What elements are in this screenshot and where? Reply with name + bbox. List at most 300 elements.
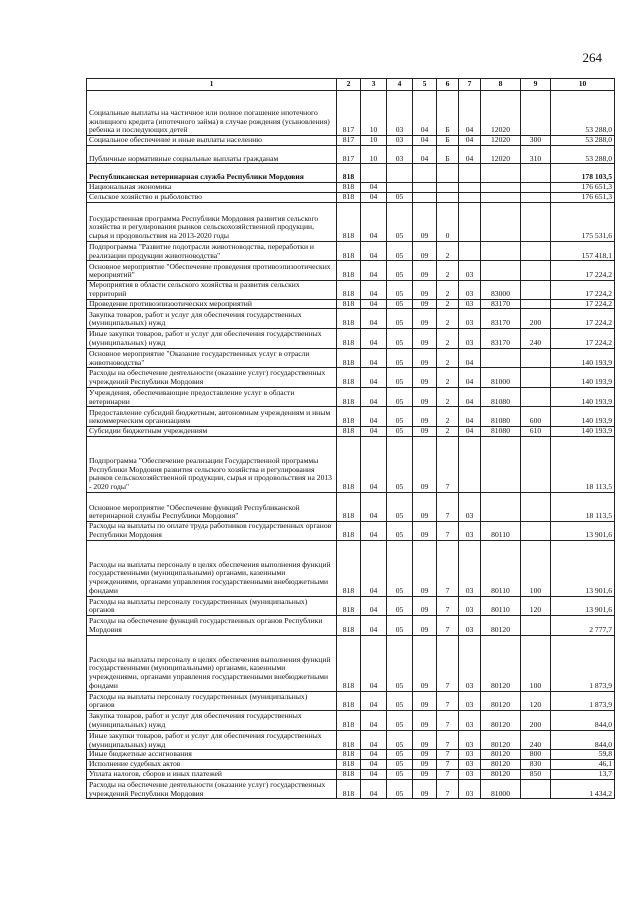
code-cell: 04 <box>361 779 387 799</box>
code-cell: 81000 <box>481 779 521 799</box>
row-name: Расходы на выплаты по оплате труда работников государственных органов Республики Мордовия <box>87 522 337 541</box>
code-cell: 09 <box>413 596 437 616</box>
code-cell: 03 <box>459 540 481 596</box>
column-header-10: 10 <box>551 79 615 91</box>
table-row <box>87 387 615 407</box>
code-cell: 04 <box>361 183 387 193</box>
code-cell <box>413 183 437 193</box>
code-cell: 04 <box>361 596 387 616</box>
amount-cell: 140 193,9 <box>551 368 615 388</box>
row-name: Предоставление субсидий бюджетным, автономным учреждениям и иным некоммерческим организациям <box>87 407 337 427</box>
code-cell: 7 <box>437 596 459 616</box>
code-cell: 818 <box>337 760 361 770</box>
code-cell: 83170 <box>481 309 521 329</box>
amount-cell: 17 224,2 <box>551 309 615 329</box>
code-cell: 12020 <box>481 136 521 146</box>
code-cell: 818 <box>337 730 361 750</box>
code-cell: 05 <box>387 348 413 368</box>
table-row <box>87 691 615 711</box>
code-cell: 80120 <box>481 730 521 750</box>
code-cell: 05 <box>387 540 413 596</box>
code-cell <box>459 192 481 202</box>
code-cell: 80110 <box>481 522 521 541</box>
code-cell: 610 <box>521 427 551 437</box>
code-cell: 03 <box>387 145 413 164</box>
code-cell: 04 <box>361 368 387 388</box>
code-cell: 818 <box>337 635 361 691</box>
row-name: Проведение противоэпизоотических мероприятий <box>87 299 337 309</box>
code-cell: 04 <box>413 91 437 136</box>
code-cell: 04 <box>361 192 387 202</box>
amount-cell: 140 193,9 <box>551 387 615 407</box>
code-cell <box>387 164 413 183</box>
row-name: Исполнение судебных актов <box>87 760 337 770</box>
column-header-2: 2 <box>337 79 361 91</box>
code-cell: 05 <box>387 407 413 427</box>
row-name: Национальная экономика <box>87 183 337 193</box>
row-name: Подпрограмма "Обеспечение реализации Государственной программы Республики Мордовия развития сельского хозяйства и регулирования рынков сельскохозяйственной продукции, сырья и продовольствия на 2013 - 2020 годы" <box>87 436 337 492</box>
code-cell: 7 <box>437 760 459 770</box>
code-cell: 2 <box>437 387 459 407</box>
code-cell: 310 <box>521 145 551 164</box>
code-cell: 05 <box>387 750 413 760</box>
code-cell <box>387 183 413 193</box>
code-cell: 04 <box>459 368 481 388</box>
row-name: Основное мероприятие "Оказание государственных услуг в отрасли животноводства" <box>87 348 337 368</box>
code-cell <box>481 192 521 202</box>
code-cell: 2 <box>437 241 459 261</box>
code-cell: 818 <box>337 492 361 521</box>
code-cell <box>481 348 521 368</box>
code-cell: 04 <box>361 635 387 691</box>
code-cell: 03 <box>459 760 481 770</box>
code-cell: 80120 <box>481 616 521 636</box>
code-cell: 830 <box>521 760 551 770</box>
row-name: Иные закупки товаров, работ и услуг для обеспечения государственных (муниципальных) нужд <box>87 730 337 750</box>
code-cell: 09 <box>413 691 437 711</box>
table-row <box>87 145 615 164</box>
row-name: Социальное обеспечение и иные выплаты населению <box>87 136 337 146</box>
code-cell <box>481 241 521 261</box>
code-cell: 05 <box>387 769 413 779</box>
code-cell: 03 <box>459 779 481 799</box>
row-name: Иные закупки товаров, работ и услуг для обеспечения государственных (муниципальных) нужд <box>87 329 337 349</box>
code-cell <box>481 164 521 183</box>
code-cell: 05 <box>387 261 413 281</box>
table-body <box>87 91 615 799</box>
amount-cell: 140 193,9 <box>551 348 615 368</box>
amount-cell: 53 288,0 <box>551 136 615 146</box>
code-cell <box>521 192 551 202</box>
column-header-1: 1 <box>87 79 337 91</box>
table-row <box>87 261 615 281</box>
code-cell: 05 <box>387 616 413 636</box>
code-cell: 83170 <box>481 299 521 309</box>
code-cell: 10 <box>361 136 387 146</box>
code-cell: 04 <box>361 436 387 492</box>
code-cell: 04 <box>361 387 387 407</box>
code-cell <box>521 91 551 136</box>
code-cell: 818 <box>337 616 361 636</box>
code-cell: 04 <box>413 136 437 146</box>
code-cell: 818 <box>337 769 361 779</box>
code-cell: 80110 <box>481 596 521 616</box>
table-row <box>87 635 615 691</box>
code-cell: 80120 <box>481 635 521 691</box>
code-cell <box>521 183 551 193</box>
code-cell: 04 <box>361 202 387 241</box>
amount-cell: 176 651,3 <box>551 183 615 193</box>
code-cell <box>437 183 459 193</box>
code-cell: 09 <box>413 348 437 368</box>
code-cell <box>521 436 551 492</box>
code-cell: 818 <box>337 750 361 760</box>
code-cell: 03 <box>387 91 413 136</box>
amount-cell: 844,0 <box>551 730 615 750</box>
code-cell <box>521 348 551 368</box>
code-cell: 09 <box>413 329 437 349</box>
code-cell: 81000 <box>481 368 521 388</box>
table-row <box>87 596 615 616</box>
code-cell: 818 <box>337 202 361 241</box>
amount-cell: 17 224,2 <box>551 281 615 300</box>
code-cell: 05 <box>387 192 413 202</box>
code-cell: 818 <box>337 436 361 492</box>
table-row <box>87 192 615 202</box>
row-name: Сельское хозяйство и рыболовство <box>87 192 337 202</box>
row-name: Субсидии бюджетным учреждениям <box>87 427 337 437</box>
code-cell: 818 <box>337 427 361 437</box>
code-cell: 05 <box>387 329 413 349</box>
code-cell: 03 <box>459 750 481 760</box>
amount-cell: 18 113,5 <box>551 492 615 521</box>
code-cell <box>521 368 551 388</box>
code-cell <box>413 192 437 202</box>
code-cell: 80120 <box>481 760 521 770</box>
code-cell: Б <box>437 145 459 164</box>
amount-cell: 17 224,2 <box>551 261 615 281</box>
code-cell: 100 <box>521 540 551 596</box>
row-name: Расходы на обеспечение деятельности (оказание услуг) государственных учреждений Республики Мордовия <box>87 779 337 799</box>
code-cell: 04 <box>361 427 387 437</box>
code-cell: 03 <box>459 711 481 731</box>
code-cell: 03 <box>459 616 481 636</box>
code-cell: 05 <box>387 522 413 541</box>
row-name: Государственная программа Республики Мордовия развития сельского хозяйства и регулирования рынков сельскохозяйственной продукции, сырья и продовольствия на 2013-2020 годы <box>87 202 337 241</box>
code-cell: 03 <box>459 281 481 300</box>
code-cell: 03 <box>459 309 481 329</box>
code-cell: 850 <box>521 769 551 779</box>
code-cell <box>459 164 481 183</box>
code-cell: 04 <box>459 348 481 368</box>
code-cell <box>521 492 551 521</box>
code-cell <box>361 164 387 183</box>
code-cell: 100 <box>521 635 551 691</box>
code-cell <box>437 164 459 183</box>
amount-cell: 1 434,2 <box>551 779 615 799</box>
code-cell: 818 <box>337 596 361 616</box>
code-cell: 09 <box>413 711 437 731</box>
code-cell <box>521 261 551 281</box>
table-row <box>87 760 615 770</box>
code-cell: 09 <box>413 436 437 492</box>
code-cell <box>481 261 521 281</box>
code-cell: 05 <box>387 436 413 492</box>
code-cell: 09 <box>413 730 437 750</box>
code-cell: 818 <box>337 691 361 711</box>
amount-cell: 46,1 <box>551 760 615 770</box>
amount-cell: 13 901,6 <box>551 522 615 541</box>
code-cell <box>521 164 551 183</box>
code-cell: 04 <box>361 407 387 427</box>
code-cell <box>521 779 551 799</box>
code-cell: 80120 <box>481 769 521 779</box>
code-cell: 03 <box>459 769 481 779</box>
table-row <box>87 750 615 760</box>
row-name: Расходы на выплаты персоналу в целях обеспечения выполнения функций государственными (муниципальными) органами, казенными учреждениями, органами управления государственными внебюджетными фондами <box>87 635 337 691</box>
code-cell: 818 <box>337 299 361 309</box>
code-cell: 83170 <box>481 329 521 349</box>
code-cell: 818 <box>337 261 361 281</box>
code-cell <box>459 241 481 261</box>
code-cell: 05 <box>387 730 413 750</box>
table-row <box>87 407 615 427</box>
code-cell: 04 <box>459 136 481 146</box>
code-cell: Б <box>437 136 459 146</box>
amount-cell: 13 901,6 <box>551 540 615 596</box>
code-cell: 7 <box>437 750 459 760</box>
code-cell: 818 <box>337 329 361 349</box>
code-cell: 818 <box>337 407 361 427</box>
code-cell: 0 <box>437 202 459 241</box>
code-cell: 80120 <box>481 711 521 731</box>
code-cell <box>521 299 551 309</box>
code-cell: 818 <box>337 164 361 183</box>
code-cell: 05 <box>387 299 413 309</box>
table-row <box>87 164 615 183</box>
code-cell: 7 <box>437 436 459 492</box>
budget-table <box>86 78 615 799</box>
amount-cell: 157 418,1 <box>551 241 615 261</box>
column-header-9: 9 <box>521 79 551 91</box>
code-cell: 03 <box>459 596 481 616</box>
table-row <box>87 202 615 241</box>
code-cell: 09 <box>413 492 437 521</box>
code-cell: 05 <box>387 368 413 388</box>
row-name: Основное мероприятие "Обеспечение функций Республиканской ветеринарной службы Республики Мордовия" <box>87 492 337 521</box>
code-cell: 05 <box>387 309 413 329</box>
code-cell <box>459 202 481 241</box>
code-cell: 83000 <box>481 281 521 300</box>
code-cell: 04 <box>361 241 387 261</box>
code-cell: 03 <box>459 730 481 750</box>
code-cell: 2 <box>437 281 459 300</box>
column-header-7: 7 <box>459 79 481 91</box>
column-header-3: 3 <box>361 79 387 91</box>
code-cell: 09 <box>413 750 437 760</box>
code-cell: 03 <box>459 691 481 711</box>
code-cell: 7 <box>437 616 459 636</box>
code-cell: 09 <box>413 779 437 799</box>
code-cell: 2 <box>437 261 459 281</box>
code-cell: 05 <box>387 427 413 437</box>
code-cell: 818 <box>337 779 361 799</box>
row-name: Иные бюджетные ассигнования <box>87 750 337 760</box>
column-header-8: 8 <box>481 79 521 91</box>
code-cell: 05 <box>387 281 413 300</box>
column-header-4: 4 <box>387 79 413 91</box>
code-cell: 05 <box>387 711 413 731</box>
code-cell: 817 <box>337 145 361 164</box>
code-cell: 2 <box>437 348 459 368</box>
code-cell: 80110 <box>481 540 521 596</box>
code-cell: 200 <box>521 309 551 329</box>
code-cell: 03 <box>459 492 481 521</box>
column-header-5: 5 <box>413 79 437 91</box>
row-name: Мероприятия в области сельского хозяйства и развития сельских территорий <box>87 281 337 300</box>
code-cell: 04 <box>361 711 387 731</box>
code-cell <box>521 202 551 241</box>
code-cell: 818 <box>337 368 361 388</box>
code-cell: 7 <box>437 522 459 541</box>
table-row <box>87 136 615 146</box>
table-row <box>87 299 615 309</box>
code-cell <box>521 241 551 261</box>
code-cell: 04 <box>413 145 437 164</box>
amount-cell: 2 777,7 <box>551 616 615 636</box>
row-name: Учреждения, обеспечивающие предоставление услуг в области ветеринарии <box>87 387 337 407</box>
code-cell: 04 <box>361 540 387 596</box>
amount-cell: 13,7 <box>551 769 615 779</box>
code-cell: 03 <box>459 329 481 349</box>
code-cell: 2 <box>437 427 459 437</box>
code-cell: 04 <box>361 329 387 349</box>
code-cell: 7 <box>437 730 459 750</box>
code-cell: 80120 <box>481 750 521 760</box>
code-cell: 09 <box>413 281 437 300</box>
table-row <box>87 711 615 731</box>
table-row <box>87 730 615 750</box>
code-cell <box>521 281 551 300</box>
table-row <box>87 492 615 521</box>
table-row <box>87 779 615 799</box>
code-cell: 09 <box>413 760 437 770</box>
code-cell: 2 <box>437 407 459 427</box>
code-cell: 120 <box>521 596 551 616</box>
code-cell: 240 <box>521 730 551 750</box>
table-row <box>87 436 615 492</box>
code-cell: 2 <box>437 299 459 309</box>
code-cell: 7 <box>437 711 459 731</box>
amount-cell: 176 651,3 <box>551 192 615 202</box>
code-cell: 04 <box>361 730 387 750</box>
code-cell: 05 <box>387 760 413 770</box>
code-cell <box>521 616 551 636</box>
code-cell: 05 <box>387 779 413 799</box>
code-cell: 04 <box>361 299 387 309</box>
code-cell: 818 <box>337 540 361 596</box>
code-cell <box>521 387 551 407</box>
amount-cell: 140 193,9 <box>551 407 615 427</box>
code-cell: 03 <box>459 635 481 691</box>
code-cell: 7 <box>437 769 459 779</box>
code-cell: 120 <box>521 691 551 711</box>
row-name: Закупка товаров, работ и услуг для обеспечения государственных (муниципальных) нужд <box>87 309 337 329</box>
row-name: Расходы на выплаты персоналу государственных (муниципальных) органов <box>87 691 337 711</box>
code-cell: 03 <box>459 261 481 281</box>
code-cell: 03 <box>387 136 413 146</box>
amount-cell: 175 531,6 <box>551 202 615 241</box>
code-cell: 818 <box>337 387 361 407</box>
code-cell: 817 <box>337 91 361 136</box>
code-cell: 818 <box>337 241 361 261</box>
amount-cell: 59,8 <box>551 750 615 760</box>
code-cell: 09 <box>413 540 437 596</box>
code-cell: 04 <box>459 387 481 407</box>
code-cell <box>521 522 551 541</box>
code-cell: 09 <box>413 635 437 691</box>
code-cell: 300 <box>521 136 551 146</box>
code-cell: 80120 <box>481 691 521 711</box>
code-cell <box>481 436 521 492</box>
code-cell: 818 <box>337 309 361 329</box>
code-cell: 10 <box>361 145 387 164</box>
code-cell <box>459 183 481 193</box>
amount-cell: 17 224,2 <box>551 329 615 349</box>
row-name: Уплата налогов, сборов и иных платежей <box>87 769 337 779</box>
code-cell: 04 <box>361 691 387 711</box>
code-cell: 05 <box>387 635 413 691</box>
code-cell <box>437 192 459 202</box>
row-name: Закупка товаров, работ и услуг для обеспечения государственных (муниципальных) нужд <box>87 711 337 731</box>
code-cell: 04 <box>361 281 387 300</box>
code-cell: 09 <box>413 616 437 636</box>
code-cell: 04 <box>361 309 387 329</box>
code-cell: 04 <box>361 750 387 760</box>
code-cell: 09 <box>413 427 437 437</box>
column-header-6: 6 <box>437 79 459 91</box>
amount-cell: 53 288,0 <box>551 91 615 136</box>
code-cell: 2 <box>437 329 459 349</box>
code-cell <box>459 436 481 492</box>
code-cell: 7 <box>437 691 459 711</box>
code-cell: 09 <box>413 769 437 779</box>
code-cell: 05 <box>387 241 413 261</box>
code-cell: 05 <box>387 596 413 616</box>
code-cell: 03 <box>459 522 481 541</box>
code-cell: 04 <box>459 91 481 136</box>
code-cell: 7 <box>437 492 459 521</box>
code-cell: 817 <box>337 136 361 146</box>
amount-cell: 140 193,9 <box>551 427 615 437</box>
code-cell: 09 <box>413 202 437 241</box>
amount-cell: 17 224,2 <box>551 299 615 309</box>
table-row <box>87 522 615 541</box>
table-row <box>87 91 615 136</box>
code-cell: 81080 <box>481 407 521 427</box>
table-row <box>87 348 615 368</box>
code-cell: 09 <box>413 522 437 541</box>
row-name: Республиканская ветеринарная служба Республики Мордовия <box>87 164 337 183</box>
code-cell: 7 <box>437 779 459 799</box>
row-name: Расходы на выплаты персоналу в целях обеспечения выполнения функций государственными (муниципальными) органами, казенными учреждениями, органами управления государственными внебюджетными фондами <box>87 540 337 596</box>
code-cell: 09 <box>413 387 437 407</box>
row-name: Социальные выплаты на частичное или полное погашение ипотечного жилищного кредита (ипотечного займа) в случае рождения (усыновления) ребенка и последующих детей <box>87 91 337 136</box>
code-cell <box>481 183 521 193</box>
code-cell: 04 <box>459 427 481 437</box>
amount-cell: 1 873,9 <box>551 635 615 691</box>
code-cell: 04 <box>361 522 387 541</box>
